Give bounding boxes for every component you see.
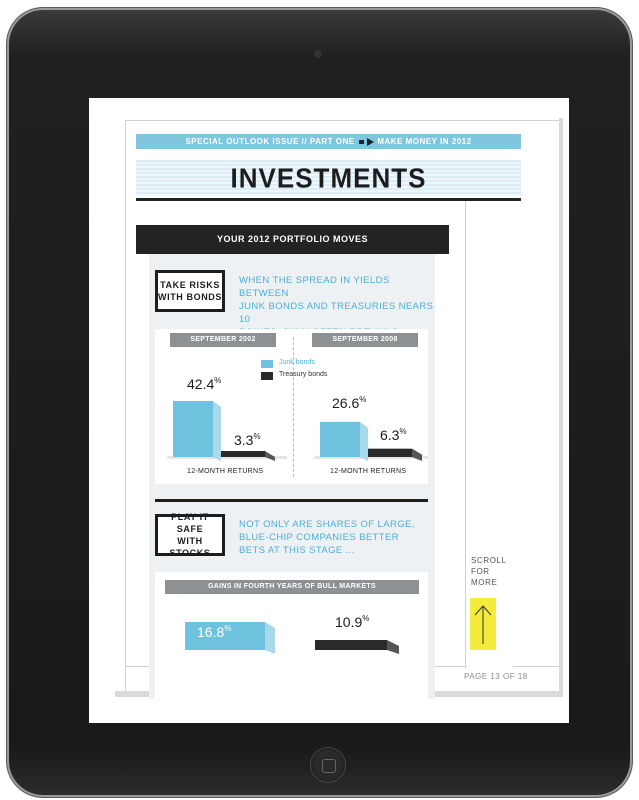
scroll-text-line2: FOR: [471, 567, 490, 576]
chart3-bar2-value: 10.9: [335, 614, 363, 630]
chart3-bar2-side: [387, 640, 399, 654]
percent-sign: %: [399, 427, 407, 436]
bond-chart-box: [155, 329, 428, 484]
arrow-right-icon: [367, 138, 374, 146]
chart1-junk-label: [187, 376, 221, 392]
scroll-for-more[interactable]: [467, 553, 513, 683]
chart1-junk-value: 42.4: [187, 376, 215, 392]
percent-sign: %: [253, 432, 261, 441]
legend-label-treasury: Treasury bonds: [279, 371, 328, 378]
chart1-junk-bar-side: [213, 401, 221, 461]
chart3-bar1-value: 16.8: [197, 624, 225, 640]
chart1-xlabel: 12-MONTH RETURNS: [187, 468, 264, 475]
page-rule-right: [465, 198, 466, 668]
kicker-part: PART ONE: [309, 137, 355, 146]
legend-label-junk: Junk bonds: [279, 359, 315, 366]
issue-kicker: [136, 134, 521, 149]
section2-intro-line2: BLUE-CHIP COMPANIES BETTER: [239, 532, 399, 543]
section2-intro-line3: BETS AT THIS STAGE ...: [239, 545, 355, 556]
chart3-bar1-side: [265, 622, 275, 654]
home-button-icon: [322, 759, 336, 773]
chart3-title: GAINS IN FOURTH YEARS OF BULL MARKETS: [165, 580, 419, 594]
percent-sign: %: [362, 614, 370, 623]
scroll-text: [471, 555, 507, 588]
percent-sign: %: [224, 624, 232, 633]
section2-tag-line1: PLAY IT SAFE: [171, 512, 209, 534]
chart3-bar2-label: [335, 614, 369, 630]
portfolio-panel: [149, 254, 435, 699]
section2-tag-line2: WITH STOCKS: [169, 536, 211, 558]
chart2-junk-bar: [320, 422, 360, 457]
chart3-bar2: [315, 640, 387, 650]
chart2-treasury-bar: [368, 449, 412, 457]
kicker-sep: //: [301, 137, 308, 146]
chart2-treasury-value: 6.3: [380, 427, 400, 443]
page-rule-left: [125, 120, 126, 691]
stock-chart-box: [155, 572, 428, 699]
arrow-up-icon: [470, 598, 496, 650]
section1-intro-line1: WHEN THE SPREAD IN YIELDS BETWEEN: [239, 275, 390, 299]
chart2-xlabel: 12-MONTH RETURNS: [330, 468, 407, 475]
page-title: INVESTMENTS: [230, 162, 427, 194]
chart2-junk-bar-side: [360, 422, 368, 461]
tablet-frame: [9, 10, 630, 795]
arrow-right-icon-stem: [359, 140, 364, 144]
chart2-treasury-bar-side: [412, 449, 422, 461]
section1-intro-line2: JUNK BONDS AND TREASURIES NEARS 10: [239, 301, 434, 325]
chart1-treasury-bar: [221, 451, 265, 457]
chart1-treasury-value: 3.3: [234, 432, 254, 448]
chart1-treasury-label: [234, 432, 261, 448]
camera: [314, 50, 322, 58]
scroll-arrow-button[interactable]: [470, 598, 496, 650]
scroll-text-line1: SCROLL: [471, 556, 507, 565]
percent-sign: %: [214, 376, 222, 385]
stock-bars: [155, 572, 428, 699]
section2-tag: [155, 514, 225, 556]
masthead: [136, 160, 521, 196]
kicker-left: SPECIAL OUTLOOK ISSUE: [185, 137, 299, 146]
page-shadow-right: [559, 118, 563, 697]
chart1-junk-bar: [173, 401, 213, 457]
percent-sign: %: [359, 395, 367, 404]
scroll-text-line3: MORE: [471, 578, 498, 587]
panel-title: YOUR 2012 PORTFOLIO MOVES: [136, 225, 449, 254]
kicker-right: MAKE MONEY IN 2012: [377, 137, 472, 146]
section2-intro-line1: NOT ONLY ARE SHARES OF LARGE,: [239, 519, 415, 530]
home-button[interactable]: [310, 747, 346, 783]
chart2-title: SEPTEMBER 2008: [312, 333, 418, 347]
bond-bars: [155, 329, 428, 484]
section1-tag-line2: WITH BONDS: [158, 292, 222, 302]
page-rule-top: [125, 120, 560, 121]
chart2-junk-value: 26.6: [332, 395, 360, 411]
section1-tag-line1: TAKE RISKS: [160, 280, 220, 290]
chart1-title: SEPTEMBER 2002: [170, 333, 276, 347]
screen: [89, 98, 569, 723]
section2-intro: [239, 518, 415, 557]
section1-tag: [155, 270, 225, 312]
page-number: PAGE 13 OF 18: [464, 672, 528, 681]
chart3-bar1-label: [197, 624, 231, 640]
section-divider: [155, 499, 428, 502]
chart2-junk-label: [332, 395, 366, 411]
masthead-rule: [136, 198, 521, 201]
chart2-treasury-label: [380, 427, 407, 443]
